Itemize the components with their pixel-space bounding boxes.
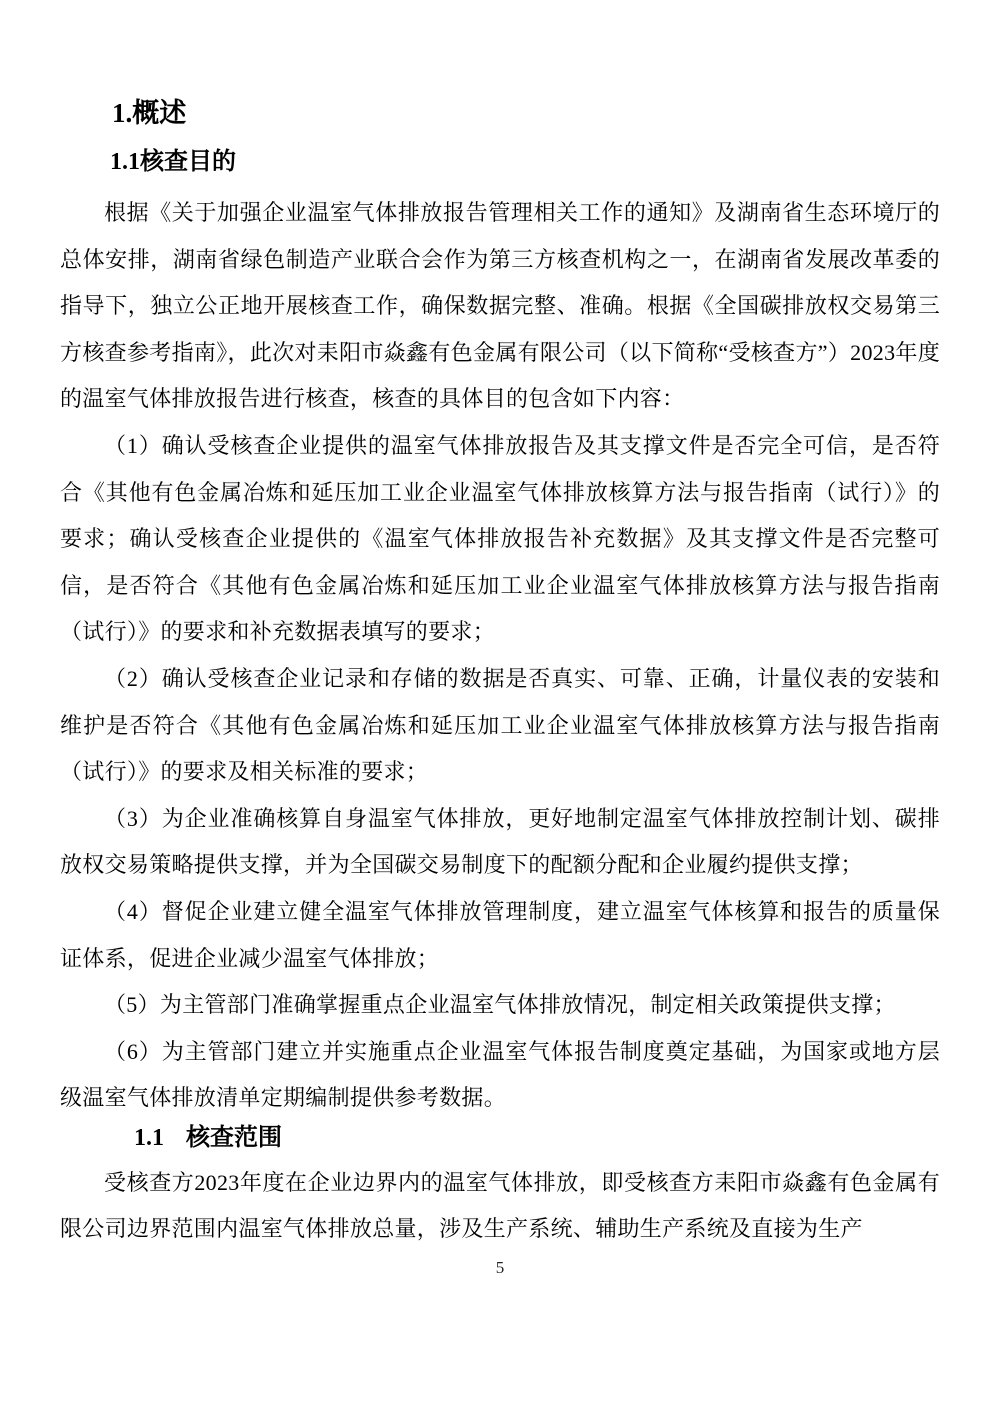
scope-heading [134, 1122, 940, 1154]
purpose-item-3: （3）为企业准确核算自身温室气体排放，更好地制定温室气体排放控制计划、碳排放权交易策略提供支撑，并为全国碳交易制度下的配额分配和企业履约提供支撑； [60, 805, 940, 878]
purpose-intro-paragraph: 根据《关于加强企业温室气体排放报告管理相关工作的通知》及湖南省生态环境厅的总体安排，湖南省绿色制造产业联合会作为第三方核查机构之一，在湖南省发展改革委的指导下，独立公正地开展核查工作，确保数据完整、准确。根据《全国碳排放权交易第三方核查参考指南》，此次对耒阳市焱鑫有色金属有限公司（以下简称“受核查方”）2023年度的温室气体排放报告进行核查，核查的具体目的包含如下内容： [60, 200, 940, 412]
purpose-item-4: （4）督促企业建立健全温室气体排放管理制度，建立温室气体核算和报告的质量保证体系，促进企业减少温室气体排放； [60, 898, 940, 971]
scope-heading-number: 1.1 [134, 1124, 164, 1151]
scope-heading-title: 核查范围 [186, 1124, 282, 1151]
scope-paragraph: 受核查方2023年度在企业边界内的温室气体排放，即受核查方耒阳市焱鑫有色金属有限公司边界范围内温室气体排放总量，涉及生产系统、辅助生产系统及直接为生产 [60, 1169, 940, 1242]
overview-heading: 1.概述 [112, 98, 187, 128]
purpose-item-1: （1）确认受核查企业提供的温室气体排放报告及其支撑文件是否完全可信，是否符合《其他有色金属冶炼和延压加工业企业温室气体排放核算方法与报告指南（试行）》的要求；确认受核查企业提供的《温室气体排放报告补充数据》及其支撑文件是否完整可信，是否符合《其他有色金属冶炼和延压加工业企业温室气体排放核算方法与报告指南（试行）》的要求和补充数据表填写的要求； [60, 432, 940, 645]
purpose-item-6: （6）为主管部门建立并实施重点企业温室气体报告制度奠定基础，为国家或地方层级温室气体排放清单定期编制提供参考数据。 [60, 1038, 940, 1111]
page-number: 5 [495, 1258, 505, 1277]
purpose-item-5: （5）为主管部门准确掌握重点企业温室气体排放情况，制定相关政策提供支撑； [104, 992, 896, 1018]
purpose-item-2: （2）确认受核查企业记录和存储的数据是否真实、可靠、正确，计量仪表的安装和维护是否符合《其他有色金属冶炼和延压加工业企业温室气体排放核算方法与报告指南（试行）》的要求及相关标准的要求； [60, 665, 940, 785]
purpose-heading: 1.1核查目的 [110, 149, 236, 175]
